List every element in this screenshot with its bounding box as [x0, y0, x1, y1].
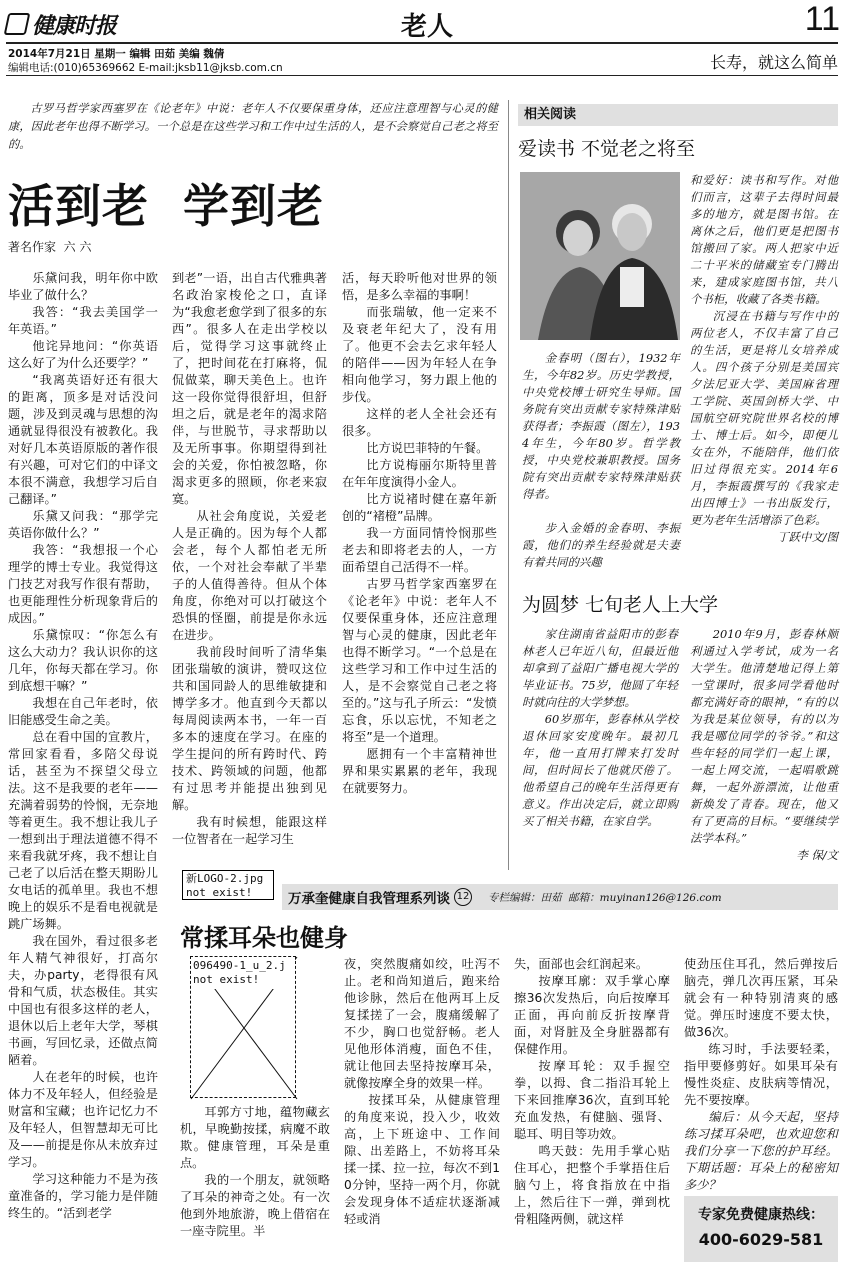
- paragraph: 60岁那年，彭春林从学校退休回家安度晚年。最初几年，他一直用打牌来打发时间，但时间长了他就厌倦了。他希望自己的晚年生活得更有意义。作出决定后，就立即购买了相关书籍，在家自学。: [522, 712, 678, 828]
- paragraph: 我的一个朋友，就领略了耳朵的神奇之处。有一次他到外地旅游，晚上借宿在一座寺院里。半: [180, 1173, 330, 1238]
- sidebar-divider: [508, 100, 509, 870]
- logo-icon: [4, 13, 31, 35]
- author: 丁跃中文/图: [777, 530, 838, 544]
- paragraph: 失，面部也会红润起来。: [514, 957, 649, 971]
- couple-photo: [520, 172, 680, 340]
- paragraph: 古罗马哲学家西塞罗在《论老年》中说：老年人不仅要保重身体，还应注意理智与心灵的健康，因此老年也得不断学习。“一个总是在这些学习和工作中过生活的人，是不会察觉自己老之将至的。”这与孔子所云：“发愤忘食，乐以忘忧，不知老之将至”是一个道理。: [342, 577, 497, 744]
- missing-image-placeholder: 096490-1_u_2.j not exist!: [190, 956, 296, 1098]
- paragraph: 总在看中国的宣教片，常回家看看，多陪父母说话，甚至为不探望父母立法。这不是我要的老年——充满着弱势的怜悯，无奈地等着更生。我不想让我儿子一想到出于理法道德不得不来看我就牙疼，我不想让自己老了以后活在整天期盼儿女电话的孤单里。我也不想晚上的娱乐不是看电视就是跳广场舞。: [8, 730, 158, 931]
- paragraph: 耳郭方寸地，蕴物藏玄机，早晚勤按揉，病魔不敢欺。健康管理，耳朵是重点。: [180, 1105, 330, 1170]
- main-column-2: [172, 270, 327, 880]
- contact-line: 编辑电话:(010)65369662 E-mail:jksb11@jksb.com.cn: [8, 62, 283, 74]
- author: 李 保/文: [796, 848, 838, 862]
- paragraph: 夜，突然腹痛如绞，吐泻不止。老和尚知道后，跑来给他诊脉，然后在他两耳上反复揉搓了一会，腹痛缓解了不少，胸口也觉舒畅。老人见他形体消瘦，面色不佳，就让他回去坚持按摩耳朵，就像按摩全身的效果一样。: [344, 957, 500, 1090]
- main-column-1: [8, 270, 158, 1220]
- series-title: 万承奎健康自我管理系列谈: [288, 891, 450, 907]
- paragraph: 和爱好：读书和写作。对他们而言，这辈子去得时间最多的地方，就是图书馆。在离休之后，他们更是把图书馆搬回了家。两人把家中近二十平米的储藏室专门腾出来，建成家庭图书馆，共八个书柜，收藏了各类书籍。: [690, 173, 838, 306]
- paragraph: 比方说巴菲特的午餐。: [366, 441, 489, 455]
- paragraph: 我答：“我去美国学一年英语。”: [8, 305, 158, 336]
- section-title: 老人: [400, 12, 453, 42]
- hotline-label: 专家免费健康热线：: [698, 1207, 824, 1223]
- series-bar: [282, 884, 838, 910]
- paragraph: 而张瑞敏，他一定来不及衰老年纪大了，没有用了。他更不会去乞求年轻人的陪伴——因为年轻人在争相向他学习，努力跟上他的步伐。: [342, 305, 497, 404]
- paragraph: 2010年9月，彭春林顺利通过入学考试，成为一名大学生。他清楚地记得上第一堂课时，很多同学看他时都充满好奇的眼神，“有的以为我是某位领导，有的以为我是哪位同学的爷爷。”和这些年轻的同学们一起上课，一起上网交流，一起唱歌跳舞，一起外游漂流，让他重新焕发了青春。现在，他又有了更高的目标。“要继续学法学本科。”: [690, 627, 838, 845]
- paragraph: 活，每天聆听他对世界的领悟，是多么幸福的事啊！: [342, 271, 497, 302]
- sidebar-text-1b: [522, 520, 680, 572]
- slogan: 长寿，就这么简单: [709, 53, 838, 72]
- paragraph: 我想在自己年老时，依旧能感受生命之美。: [8, 696, 158, 727]
- main-column-3: [342, 270, 497, 880]
- paragraph: 鸣天鼓：先用手掌心贴住耳心，把整个手掌捂住后脑勺上，将食指放在中指上，然后往下一弹，弹到枕骨粗隆两侧，就这样: [514, 1144, 670, 1226]
- paragraph: 编后：从今天起，坚持练习揉耳朵吧，也欢迎您和我们分享一下您的护耳经。下期话题：耳朵上的秘密知多少？: [684, 1110, 838, 1192]
- sidebar-title-2: 为圆梦 七旬老人上大学: [522, 594, 719, 616]
- paragraph: 比方说梅丽尔斯特里普在年年度演得小金人。: [342, 458, 497, 489]
- paragraph: 乐黛问我，明年你中欧毕业了做什么？: [8, 271, 158, 302]
- paragraph: 我前段时间听了清华集团张瑞敏的演讲，赞叹这位共和国同龄人的思维敏捷和博学多才。他直到今天都以每周阅读两本书，一年一百多本的速度在学习。在座的学生提问的所有跨时代、跨技术、跨领域的问题，他都有过思考并能提出独到见解。: [172, 645, 327, 812]
- paragraph: 乐黛又问我：“那学完英语你做什么？”: [8, 509, 158, 540]
- paragraph: 家住湖南省益阳市的彭春林老人已年近八旬，但最近他却拿到了益阳广播电视大学的毕业证书。75岁，他圆了年轻时就向往的大学梦想。: [522, 627, 678, 709]
- bottom-column-3: [514, 956, 670, 1268]
- byline: 著名作家 六 六: [8, 240, 92, 254]
- paragraph: 这样的老人全社会还有很多。: [342, 407, 497, 438]
- headline: 活到老 学到老: [8, 179, 325, 233]
- column-editor: 专栏编辑：田茹 邮箱：muyinan126@126.com: [488, 891, 722, 904]
- intro-text: 古罗马哲学家西塞罗在《论老年》中说：老年人不仅要保重身体，还应注意理智与心灵的健康，因此老年也得不断学习。一个总是在这些学习和工作中过生活的人，是不会察觉自己老之将至的。: [8, 102, 498, 151]
- paragraph: 练习时，手法要轻柔，指甲要修剪好。如果耳朵有慢性炎症、皮肤病等情况，先不要按摩。: [684, 1042, 838, 1107]
- paragraph: 使劲压住耳孔，然后弹按后脑壳，弹几次再压紧，耳朵就会有一种特别清爽的感觉。弹压时速度不要太快，做36次。: [684, 957, 838, 1039]
- paragraph: 人在老年的时候，也许体力不及年轻人，但经验是财富和宝藏；也许记忆力不及年轻人，但智慧却无可比及——前提是你从未放弃过学习。: [8, 1070, 158, 1169]
- bottom-column-1: [180, 1104, 330, 1269]
- bottom-column-4: [684, 956, 838, 1192]
- paragraph: 乐黛惊叹：“你怎么有这么大动力？我认识你的这几年，你每天都在学习。你到底想干嘛？”: [8, 628, 158, 693]
- paragraph: 按摩耳轮：双手握空拳，以拇、食二指沿耳轮上下来回推摩36次，直到耳轮充血发热，有健脑、强肾、聪耳、明目等功效。: [514, 1059, 670, 1141]
- paragraph: 我有时候想，能跟这样一位智者在一起学习生: [172, 815, 327, 846]
- sidebar-text-right: [690, 172, 838, 572]
- sidebar2-col-right: [690, 626, 838, 871]
- date-line: 2014年7月21日 星期一 编辑 田茹 美编 魏倩: [8, 48, 225, 60]
- paragraph: 我在国外，看过很多老年人精气神很好，打高尔夫，办party，老得很有风骨和气质，状态极佳。其实中国也有很多这样的老人，退休以后上老年大学，琴棋书画，写回忆录，还做点简陋着。: [8, 934, 158, 1067]
- sidebar-title-1: 爱读书 不觉老之将至: [518, 138, 696, 160]
- hotline-box: [684, 1196, 838, 1262]
- paragraph: 从社会角度说，关爱老人是正确的。因为每个人都会老，每个人都怕老无所依，一个对社会奉献了半辈子的人值得善待。但从个体角度，你绝对可以打破这个恐惧的怪圈，前提是你永远在进步。: [172, 509, 327, 642]
- paragraph: 愿拥有一个丰富精神世界和果实累累的老年，我现在就要努力。: [342, 747, 497, 795]
- header-rule: [6, 42, 838, 44]
- paragraph: 沉浸在书籍与写作中的两位老人，不仅丰富了自己的生活，更是将儿女培养成人。四个孩子分别是美国宾夕法尼亚大学、美国麻省理工学院、英国剑桥大学、中国航空研究院世界名校的博士、博士后。如今，即便儿女在外，不能陪伴，他们依旧过得很充实。2014年6月，李振霞撰写的《我家走出四博士》一书出版发行，更为老年生活增添了色彩。: [690, 309, 838, 527]
- bottom-column-2: [344, 956, 500, 1268]
- photo-caption: [522, 350, 680, 501]
- logo-text: 健康时报: [32, 12, 117, 39]
- paragraph: 比方说褚时健在嘉年新创的“褚橙”品牌。: [342, 492, 497, 523]
- paragraph: 按揉耳朵，从健康管理的角度来说，投入少，收效高，上下班途中、工作间隙、出差路上，不妨将耳朵揉一揉、拉一拉，每次不到10分钟，坚持一两个月，你就会发现身体不适症状逐渐减轻或消: [344, 1093, 500, 1226]
- paragraph: 他诧异地问：“你英语这么好了为什么还要学？”: [8, 339, 158, 370]
- header-rule-2: [6, 75, 838, 76]
- page-number: 11: [804, 0, 840, 38]
- logo-placeholder: 新LOGO-2.jpg not exist!: [182, 870, 274, 900]
- paragraph: 我答：“我想报一个心理学的博士专业。我觉得这门技艺对我写作很有帮助，也更能理性分析现象背后的成因。”: [8, 543, 158, 625]
- hotline-number: 400-6029-581: [698, 1230, 824, 1249]
- paragraph: 我一方面同情怜悯那些老去和即将老去的人，一方面希望自己活得不一样。: [342, 526, 497, 574]
- paragraph: 到老”一语，出自古代雅典著名政治家梭伦之口，直译为“我愈老愈学到了很多的东西”。很多人在走出学校以后，觉得学习这事就终止了，把时间花在打麻将，侃侃做菜，聊天美色上。也许这一段你觉得很舒坦，但舒坦之后，就是老年的渴求陪伴，与世脱节，寻求帮助以及无所事事。你期望得到社会的关爱，你怕被忽略，你渴求更多的照顾，你老来寂寞。: [172, 271, 327, 506]
- caption-text: 金春明（图右），1932年生，今年82岁。历史学教授，中央党校博士研究生导师。国务院有突出贡献专家特殊津贴获得者；李振霞（图左），1934年生，今年80岁。哲学教授，中央党校兼职教授。国务院有突出贡献专家特殊津贴获得者。: [522, 351, 680, 501]
- paragraph: 步入金婚的金春明、李振霞，他们的养生经验就是夫妻有着共同的兴趣: [522, 521, 680, 569]
- bottom-headline: 常揉耳朵也健身: [180, 924, 348, 952]
- paragraph: “我离英语好还有很大的距离，顶多是对话没问题，涉及到灵魂与思想的沟通就显得很没有被教化。我对好几本英语原版的著作很有兴趣，可对它们的中译文本很不满意，我想学习后自己翻译。”: [8, 373, 158, 506]
- series-number: 12: [454, 888, 472, 906]
- paragraph: 按摩耳廓：双手掌心摩擦36次发热后，向后按摩耳正面，再向前反折按摩背面，对肾脏及全身脏器都有保健作用。: [514, 974, 670, 1056]
- paragraph: 学习这种能力不是为孩童准备的，学习能力是伴随终生的。“活到老学: [8, 1172, 158, 1220]
- masthead-logo: [6, 6, 136, 42]
- sidebar2-col-left: [522, 626, 678, 871]
- related-reading-label: 相关阅读: [518, 104, 838, 126]
- photo-placeholder-icon: [520, 172, 680, 340]
